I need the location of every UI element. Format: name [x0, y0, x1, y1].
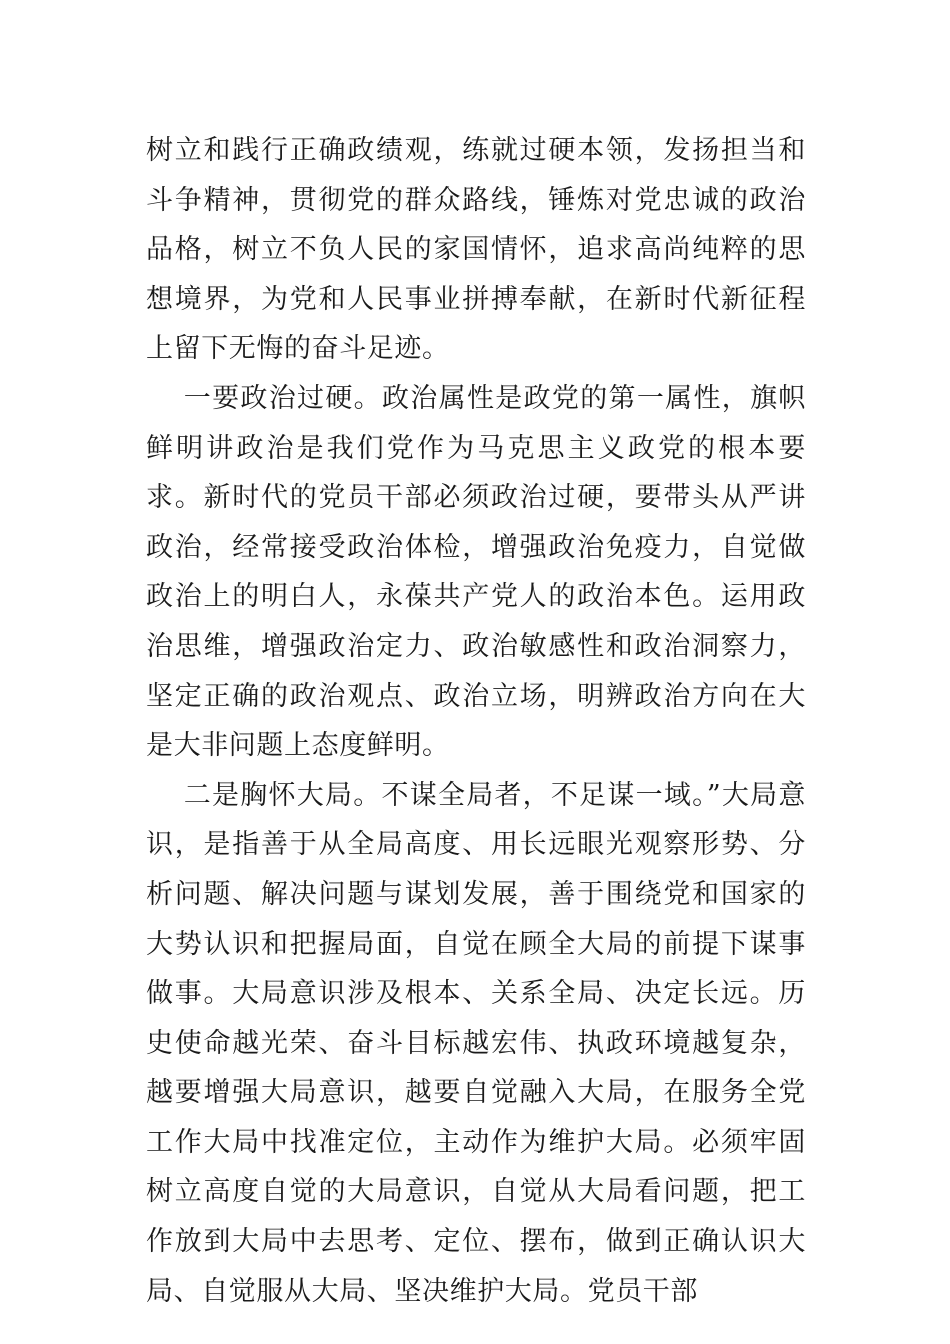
paragraph-political-integrity: 一要政治过硬。政治属性是政党的第一属性，旗帜鲜明讲政治是我们党作为马克思主义政党的根本要求。新时代的党员干部必须政治过硬，要带头从严讲政治，经常接受政治体检，增强政治免疫力，自觉做政治上的明白人，永葆共产党人的政治本色。运用政治思维，增强政治定力、政治敏感性和政治洞察力，坚定正确的政治观点、政治立场，明辨政治方向在大是大非问题上态度鲜明。 — [146, 382, 806, 762]
paragraph-big-picture: 二是胸怀大局。不谋全局者，不足谋一域。”大局意识，是指善于从全局高度、用长远眼光观察形势、分析问题、解决问题与谋划发展，善于围绕党和国家的大势认识和把握局面，自觉在顾全大局的前提下谋事做事。大局意识涉及根本、关系全局、决定长远。历史使命越光荣、奋斗目标越宏伟、执政环境越复杂，越要增强大局意识，越要自觉融入大局，在服务全党工作大局中找准定位，主动作为维护大局。必须牢固树立高度自觉的大局意识，自觉从大局看问题，把工作放到大局中去思考、定位、摆布，做到正确认识大局、自觉服从大局、坚决维护大局。党员干部 — [146, 779, 806, 1307]
paragraph-continuation: 树立和践行正确政绩观，练就过硬本领，发扬担当和斗争精神，贯彻党的群众路线，锤炼对党忠诚的政治品格，树立不负人民的家国情怀，追求高尚纯粹的思想境界，为党和人民事业拼搏奉献，在新时代新征程上留下无悔的奋斗足迹。 — [146, 135, 806, 365]
document-body — [146, 126, 806, 1316]
